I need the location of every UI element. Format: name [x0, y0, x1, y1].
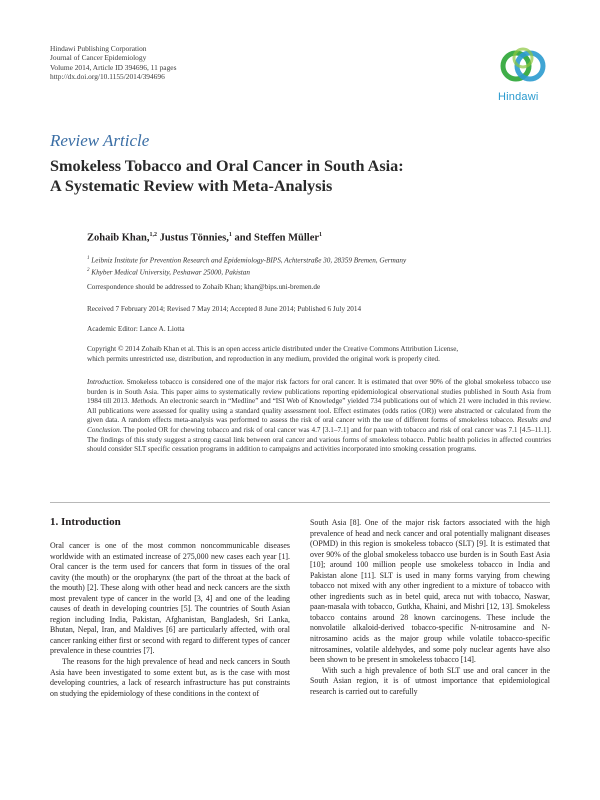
section-heading: 1. Introduction	[50, 516, 121, 528]
correspondence: Correspondence should be addressed to Zohaib Khan; khan@bips.uni-bremen.de	[87, 283, 321, 291]
abstract-results-text: The pooled OR for chewing tobacco and risk of oral cancer was 4.7 [3.1–7.1] and for paan with tobacco and risk of oral cancer was 7.1 [4.5–11.1]. The findings of this study suggest a strong causal link between oral cancer and various forms of smokeless tobacco. Public health policies in affected countries should consider SLT specific cessation programs in addition to campaigns and activities incorporated into smoking cessation programs.	[87, 425, 551, 454]
author-list	[87, 232, 322, 244]
affiliation-text: Leibniz Institute for Prevention Research and Epidemiology-BIPS, Achterstraße 30, 28359 Bremen, Germany	[91, 256, 407, 265]
affiliation-text: Khyber Medical University, Peshawar 25000, Pakistan	[91, 268, 250, 277]
abstract-methods-text: An electronic search in “Medline” and “ISI Web of Knowledge” yielded 734 publications out of which 21 were included in this review. All publications were assessed for quality using a standard quality assessment tool. Effect estimates (odds ratios (OR)) were abstracted or calculated from the given data. A random effects meta-analysis was performed to assess the risk of oral cancer with the use of different forms of smokeless tobacco.	[87, 397, 551, 425]
paragraph: South Asia [8]. One of the major risk factors associated with the high prevalence of head and neck cancer and oral potentially malignant diseases (OPMD) in this region is smokeless tobacco (SLT) [9]. It is estimated that over 90% of the global smokeless tobacco use burden is in South East Asia [10]; around 100 million people use smokeless tobacco in India and Pakistan alone [11]. SLT is used in many forms varying from chewing tobacco not mixed with any other ingredient to a mixture of tobacco with other ingredients such as in betel quid, areca nut with tobacco, Naswar, paan-masala with tobacco, Gutkha, Khaini, and Mishri [12, 13]. Smokeless tobacco contains around 28 known carcinogens. These include the nonvolatile alkaloid-derived tobacco-specific N-nitrosamine and N-nitrosamino acids as the major group while volatile tobacco-specific nitrosamines, volatile aldehydes, and some poly nuclear agents have also been shown to be present in smokeless tobacco [14].	[310, 518, 550, 665]
copyright-notice	[87, 345, 547, 365]
volume-info: Volume 2014, Article ID 394696, 11 pages	[50, 62, 177, 72]
abstract	[87, 378, 551, 455]
abstract-methods-label: Methods.	[131, 397, 158, 406]
abstract-intro-label: Introduction.	[87, 378, 125, 386]
abstract-intro-text: Smokeless tobacco is considered one of the major risk factors for oral cancer. It is estimated that over 90% of the global smokeless tobacco use burden is in South Asia. This paper aims to systematically review publications reporting epidemiological observational studies published in South Asia from 1984 till 2013.	[87, 378, 551, 406]
author-name: Zohaib Khan,	[87, 232, 150, 244]
paragraph: The reasons for the high prevalence of head and neck cancers in South Asia have been investigated to some extent but, as is the case with most developing countries, a lack of research infrastructure has put constraints on studying the epidemiology of these conditions in the context of	[50, 657, 290, 698]
title-line-2: A Systematic Review with Meta-Analysis	[50, 177, 333, 195]
title-line-1: Smokeless Tobacco and Oral Cancer in South Asia:	[50, 157, 404, 175]
received-dates: Received 7 February 2014; Revised 7 May 2014; Accepted 8 June 2014; Published 6 July 2014	[87, 305, 362, 313]
publisher-name: Hindawi Publishing Corporation	[50, 44, 147, 53]
article-title	[50, 156, 550, 196]
author-affil-sup: 1	[228, 232, 232, 238]
body-column-right	[310, 518, 550, 697]
affiliations	[87, 254, 547, 278]
paragraph: Oral cancer is one of the most common noncommunicable diseases worldwide with an estimated increase of 275,000 new cases each year [1]. Oral cancer is the term used for cancers that form in tissues of the oral cavity (the mouth) or the oropharynx (the part of the throat at the back of the mouth) [2]. These along with other head and neck cancers are the sixth most prevalent type of cancer in the world [3, 4] and one of the leading causes of death in developing countries [5]. The countries of South Asian region including India, Pakistan, Afghanistan, Bangladesh, Sri Lanka, Bhutan, Nepal, Iran, and Maldives [6] are particularly affected, with oral cancer ranking either first or second with regard to different types of cancer prevalence in these countries [7].	[50, 541, 290, 656]
author-affil-sup: 1	[319, 232, 323, 238]
journal-header	[50, 44, 176, 82]
section-divider	[50, 502, 550, 503]
body-column-left	[50, 541, 290, 699]
doi-link[interactable]: http://dx.doi.org/10.1155/2014/394696	[50, 72, 165, 82]
copyright-line-1: Copyright © 2014 Zohaib Khan et al. This is an open access article distributed under the Creative Commons Attribution License,	[87, 345, 459, 353]
affiliation-sup: 1	[87, 256, 90, 261]
journal-name: Journal of Cancer Epidemiology	[50, 53, 147, 63]
author-name: Justus Tönnies,	[159, 232, 229, 244]
abstract-results-label: Results and Conclusion.	[87, 416, 552, 434]
affiliation-item	[87, 266, 547, 278]
affiliation-sup: 2	[87, 268, 90, 274]
affiliation-item	[87, 254, 547, 266]
logo-text: Hindawi	[498, 91, 539, 103]
paragraph: With such a high prevalence of both SLT use and oral cancer in the South Asian region, it is of utmost importance that epidemiological research is carried out to carefully	[310, 665, 550, 696]
author-affil-sup: 1,2	[149, 232, 157, 238]
academic-editor: Academic Editor: Lance A. Liotta	[87, 325, 185, 333]
copyright-line-2: which permits unrestricted use, distribution, and reproduction in any medium, provided the original work is properly cited.	[87, 354, 440, 363]
author-name: and Steffen Müller	[234, 232, 320, 244]
article-type: Review Article	[50, 131, 150, 150]
